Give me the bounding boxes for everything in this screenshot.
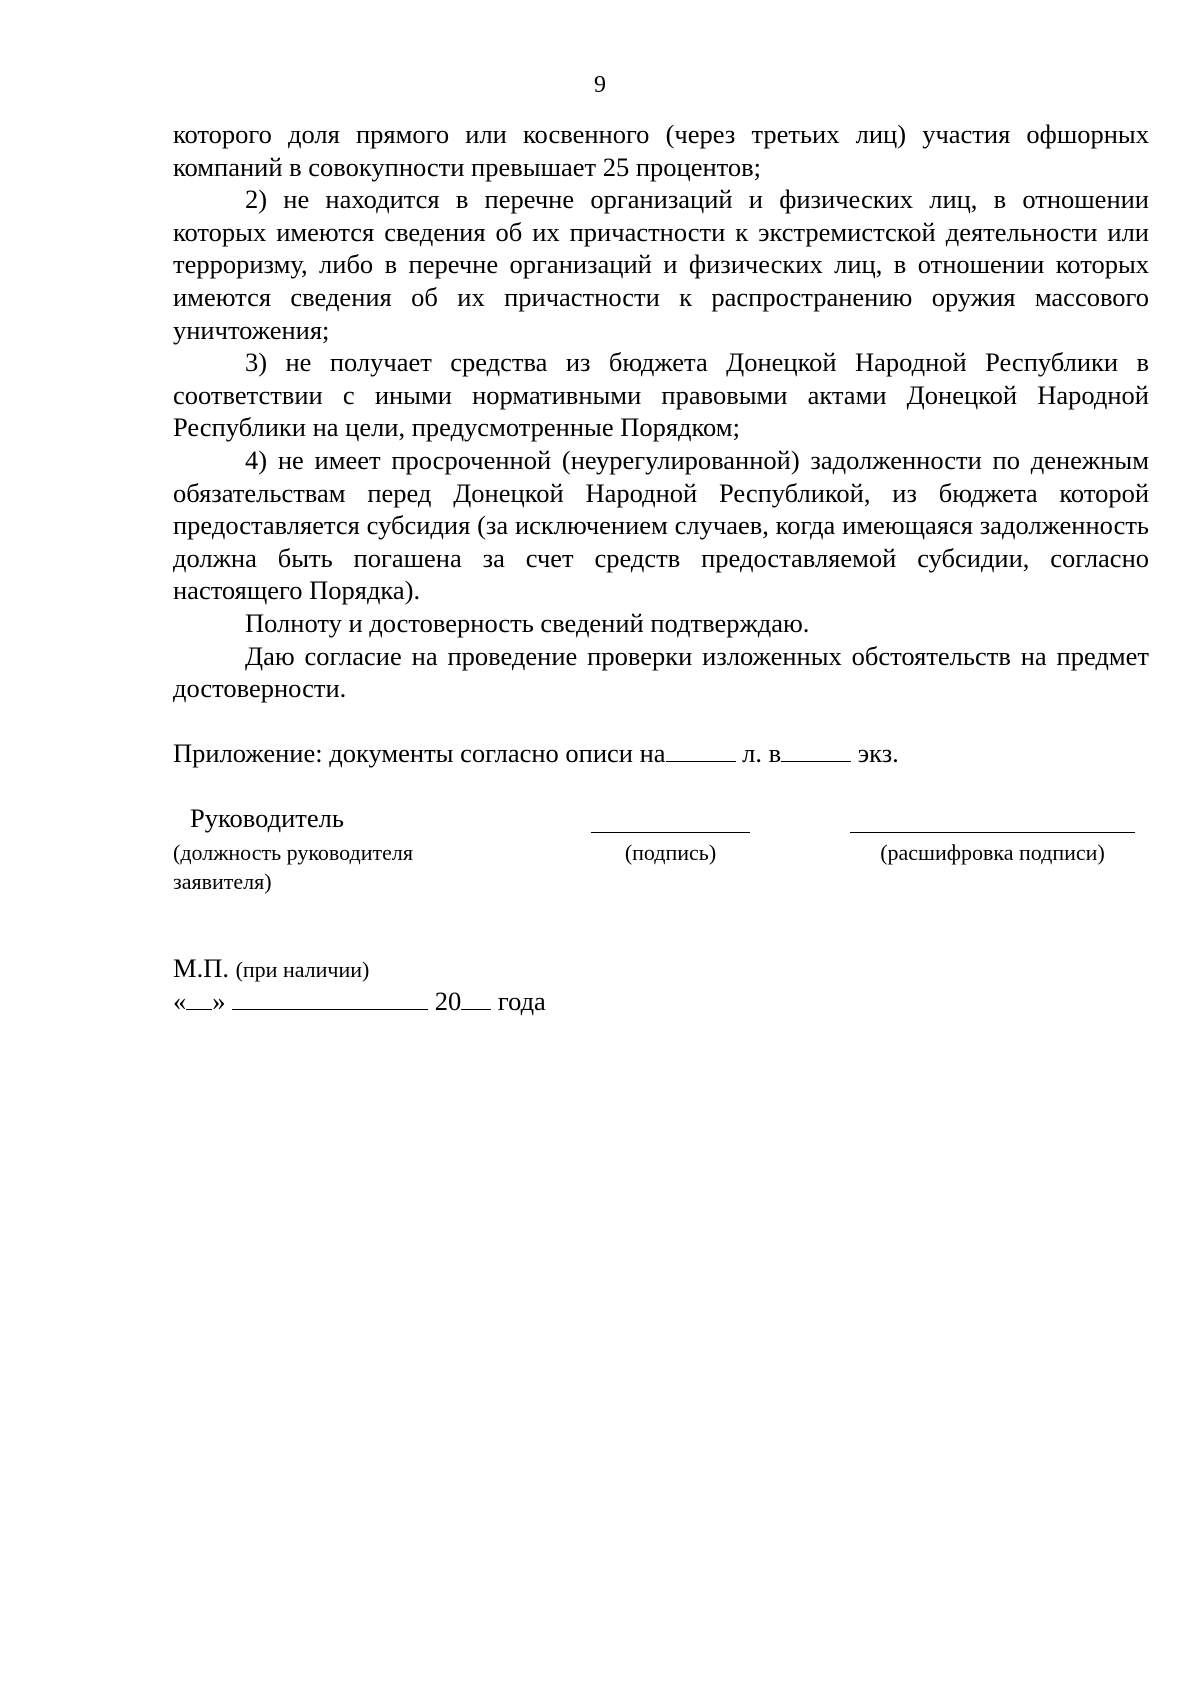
paragraph-item-2: 2) не находится в перечне организаций и физических лиц, в отношении которых имеются сведения об их причастности к экстремистской деятельности или терроризму, либо в перечне организаций и физических лиц, в отношении которых имеются сведения об их причастности к распространению оружия массового уничтожения; (173, 184, 1149, 345)
page-number: 9 (594, 72, 606, 98)
stamp-note: (при наличии) (235, 957, 370, 982)
date-century: 20 (434, 986, 462, 1016)
signer-role: Руководитель (190, 803, 344, 833)
attachment-line (173, 737, 899, 769)
position-caption: (должность руководителя заявителя) (173, 840, 413, 894)
year-blank (461, 985, 491, 1010)
day-blank (186, 985, 212, 1010)
stamp-label: М.П. (173, 953, 229, 983)
signature-decoding-line (850, 832, 1135, 833)
signature-caption: (подпись) (624, 840, 717, 865)
date-suffix: года (497, 986, 546, 1016)
paragraph-confirmation: Полноту и достоверность сведений подтверждаю. (245, 607, 810, 638)
stamp-line (173, 953, 369, 984)
date-close-quote: » (212, 986, 226, 1016)
paragraph-item-3: 3) не получает средства из бюджета Донецкой Народной Республики в соответствии с иными нормативными правовыми актами Донецкой Народной Республики на цели, предусмотренные Порядком; (173, 347, 1149, 443)
paragraph-offshore-continuation: которого доля прямого или косвенного (через третьих лиц) участия офшорных компаний в совокупности превышает 25 процентов; (173, 119, 1149, 182)
paragraph-consent: Даю согласие на проведение проверки изложенных обстоятельств на предмет достоверности. (173, 640, 1149, 704)
attachment-middle: л. в (742, 738, 782, 768)
signature-decoding-caption: (расшифровка подписи) (880, 840, 1105, 865)
copies-count-blank (781, 737, 851, 762)
attachment-suffix: экз. (857, 738, 899, 768)
month-blank (232, 985, 428, 1010)
paragraph-item-4: 4) не имеет просроченной (неурегулированной) задолженности по денежным обязательствам перед Донецкой Народной Республикой, из бюджета которой предоставляется субсидия (за исключением случаев, когда имеющаяся задолженность должна быть погашена за счет средств предоставляемой субсидии, согласно настоящего Порядка). (173, 444, 1149, 606)
sheets-count-blank (666, 737, 736, 762)
date-line (173, 985, 546, 1017)
attachment-prefix: Приложение: документы согласно описи на (173, 738, 666, 768)
date-open-quote: « (173, 986, 187, 1016)
signature-line (591, 832, 750, 833)
body-text (173, 118, 1149, 705)
